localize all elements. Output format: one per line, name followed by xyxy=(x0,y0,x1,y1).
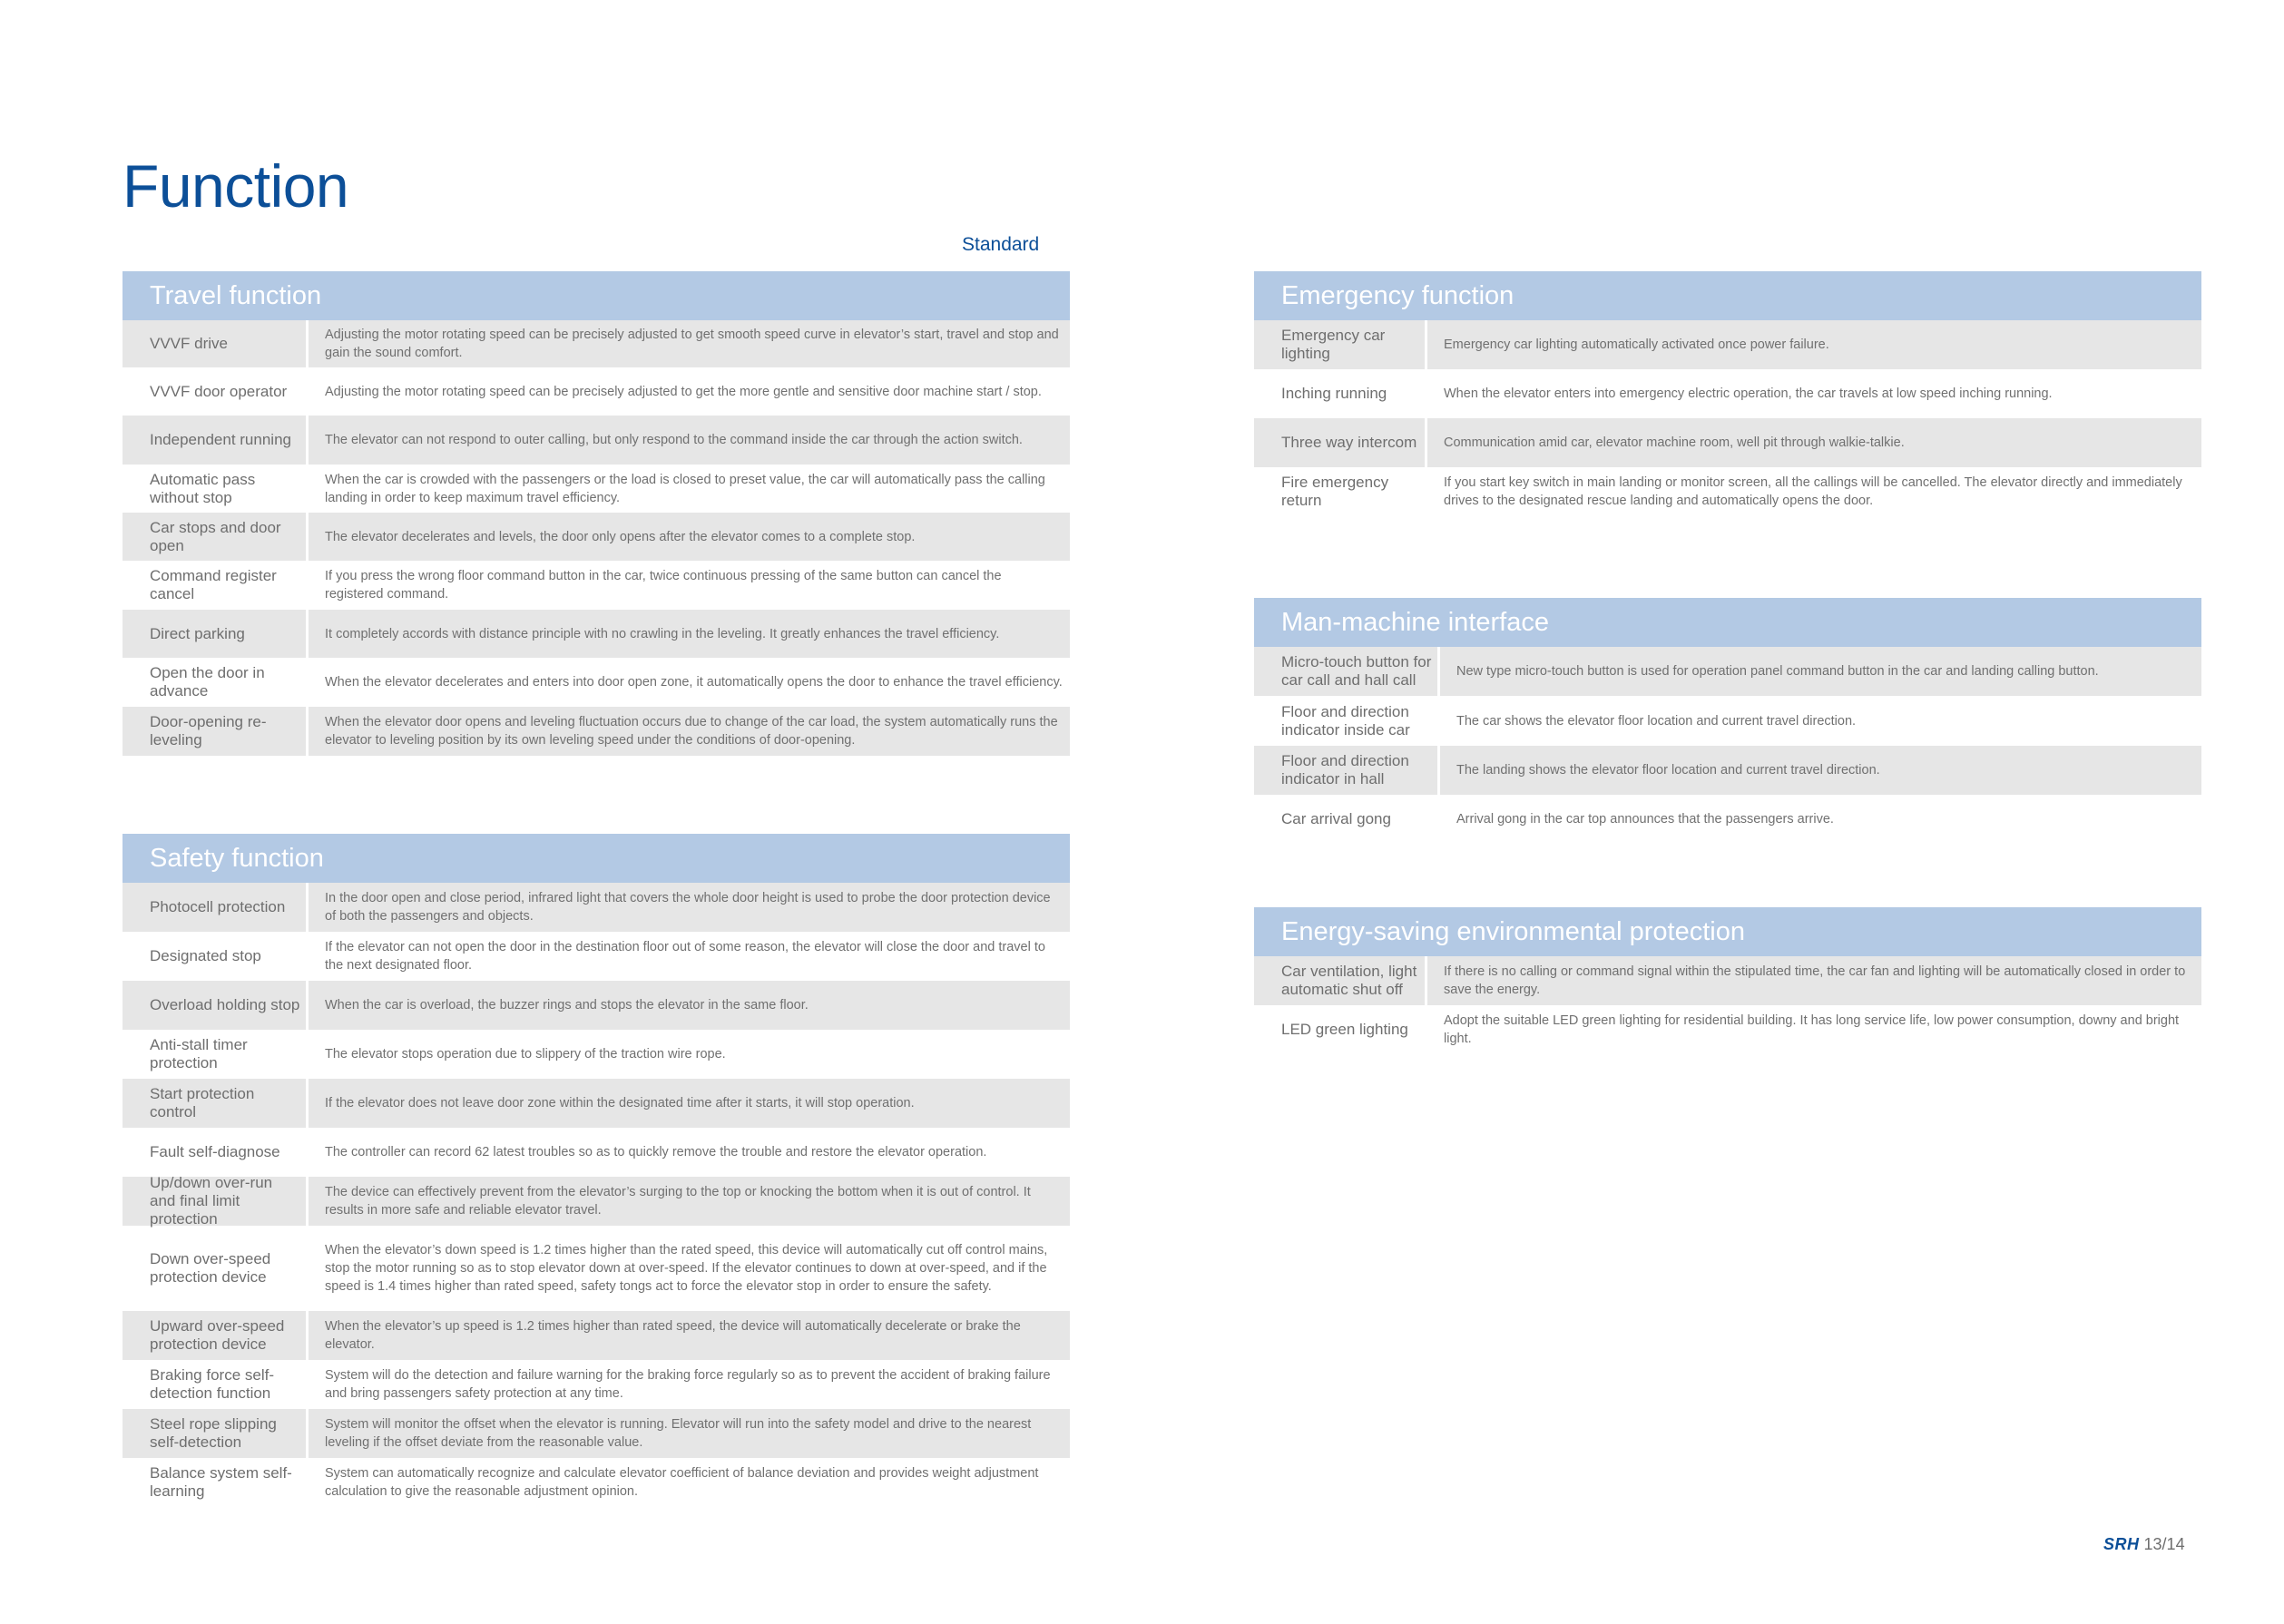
row-description: It completely accords with distance principle with no crawling in the leveling. It greatly enhances the travel efficiency. xyxy=(309,610,1070,658)
row-description: If there is no calling or command signal within the stipulated time, the car fan and lighting will be automatically closed in order to save the energy. xyxy=(1427,956,2201,1005)
row-description: The elevator stops operation due to slippery of the traction wire rope. xyxy=(325,1047,726,1061)
row-description: When the elevator’s up speed is 1.2 times higher than rated speed, the device will automatically decelerate or brake the elevator. xyxy=(309,1311,1070,1360)
row-label: Emergency car lighting xyxy=(1254,320,1425,369)
row-description: System will do the detection and failure warning for the braking force regularly so as to prevent the accident of braking failure and bring passengers safety protection at any time. xyxy=(325,1368,1051,1401)
emergency-function-section xyxy=(1254,271,2201,516)
table-row xyxy=(123,367,1070,416)
row-description: Adjusting the motor rotating speed can be precisely adjusted to get smooth speed curve in elevator’s start, travel and stop and gain the sound comfort. xyxy=(309,320,1070,367)
table-row xyxy=(123,320,1070,367)
man-machine-interface-section xyxy=(1254,598,2201,844)
section-header: Travel function xyxy=(123,271,1070,320)
row-description: When the elevator enters into emergency electric operation, the car travels at low speed inching running. xyxy=(1444,386,2053,401)
row-label: Automatic pass without stop xyxy=(150,470,256,506)
row-label: VVVF drive xyxy=(123,320,306,367)
row-label: Overload holding stop xyxy=(123,981,306,1030)
table-row xyxy=(123,1458,1070,1507)
row-description: Adjusting the motor rotating speed can be precisely adjusted to get the more gentle and sensitive door machine start / stop. xyxy=(325,384,1042,399)
table-row xyxy=(123,658,1070,707)
table-row xyxy=(123,465,1070,513)
brand-logo: SRH xyxy=(2103,1535,2140,1553)
table-row xyxy=(1254,369,2201,418)
table-row xyxy=(123,1360,1070,1409)
section-header: Energy-saving environmental protection xyxy=(1254,907,2201,956)
standard-label: Standard xyxy=(962,234,1040,255)
row-description: If you press the wrong floor command button in the car, twice continuous pressing of the same button can cancel the registered command. xyxy=(325,569,1002,602)
row-label: Start protection control xyxy=(123,1079,306,1128)
row-label: Car ventilation, light automatic shut off xyxy=(1254,956,1425,1005)
table-row xyxy=(1254,956,2201,1005)
row-description: When the elevator decelerates and enters into door open zone, it automatically opens the door to enhance the travel efficiency. xyxy=(325,675,1063,690)
table-row xyxy=(123,1128,1070,1177)
row-label: Fire emergency return xyxy=(1281,474,1389,509)
row-label: Floor and direction indicator inside car xyxy=(1281,702,1410,739)
row-label: Command register cancel xyxy=(150,567,277,602)
section-header: Emergency function xyxy=(1254,271,2201,320)
row-description: Communication amid car, elevator machine room, well pit through walkie-talkie. xyxy=(1427,418,2201,467)
row-description: When the elevator’s down speed is 1.2 times higher than the rated speed, this device will automatically cut off control mains, stop the motor running so as to stop elevator down at over-speed. If the elevator continues to down at over-speed, and if the speed is 1.4 times higher than rated speed, safety tongs act to force the elevator stop in order to ensure the safety. xyxy=(325,1243,1048,1294)
row-description: In the door open and close period, infrared light that covers the whole door height is used to probe the door protection device of both the passengers and objects. xyxy=(309,883,1070,932)
row-description: Emergency car lighting automatically activated once power failure. xyxy=(1427,320,2201,369)
table-row xyxy=(1254,1005,2201,1054)
row-label: Micro-touch button for car call and hall call xyxy=(1254,647,1437,696)
section-header: Safety function xyxy=(123,834,1070,883)
table-row xyxy=(1254,746,2201,795)
table-row xyxy=(1254,795,2201,844)
row-label: Up/down over-run and final limit protection xyxy=(123,1177,306,1226)
row-description: System can automatically recognize and calculate elevator coefficient of balance deviation and provides weight adjustment calculation to give the reasonable adjustment opinion. xyxy=(325,1466,1039,1499)
page-number: 13/14 xyxy=(2143,1535,2185,1553)
table-row xyxy=(123,883,1070,932)
row-description: When the elevator door opens and leveling fluctuation occurs due to change of the car load, the system automatically runs the elevator to leveling position by its own leveling speed under the conditions of door-opening. xyxy=(309,707,1070,756)
row-description: The car shows the elevator floor location and current travel direction. xyxy=(1456,713,1857,729)
row-label: Three way intercom xyxy=(1254,418,1425,467)
row-description: The landing shows the elevator floor location and current travel direction. xyxy=(1440,746,2201,795)
row-description: If the elevator can not open the door in the destination floor out of some reason, the elevator will close the door and travel to the next designated floor. xyxy=(325,940,1045,973)
row-label: Floor and direction indicator in hall xyxy=(1254,746,1437,795)
row-description: If the elevator does not leave door zone within the designated time after it starts, it will stop operation. xyxy=(309,1079,1070,1128)
row-label: Upward over-speed protection device xyxy=(123,1311,306,1360)
table-row xyxy=(123,1174,1070,1228)
row-label: Door-opening re-leveling xyxy=(123,707,306,756)
row-description: The elevator can not respond to outer calling, but only respond to the command inside the car through the action switch. xyxy=(309,416,1070,465)
table-row xyxy=(123,707,1070,756)
row-label: LED green lighting xyxy=(1281,1021,1408,1038)
row-description: Adopt the suitable LED green lighting for residential building. It has long service life, low power consumption, downy and bright light. xyxy=(1444,1013,2180,1046)
travel-function-section xyxy=(123,271,1070,756)
table-row xyxy=(1254,696,2201,746)
table-row xyxy=(123,1226,1070,1311)
table-row xyxy=(1254,418,2201,467)
row-label: Steel rope slipping self-detection xyxy=(123,1409,306,1458)
row-label: VVVF door operator xyxy=(150,382,288,400)
page-title: Function xyxy=(123,152,349,220)
page-footer xyxy=(2103,1535,2185,1554)
table-row xyxy=(123,416,1070,465)
row-label: Balance system self-learning xyxy=(150,1464,292,1500)
row-label: Car stops and door open xyxy=(123,513,306,561)
table-row xyxy=(123,1311,1070,1360)
row-label: Anti-stall timer protection xyxy=(150,1036,248,1071)
row-label: Designated stop xyxy=(150,947,261,964)
safety-function-section xyxy=(123,834,1070,1507)
row-description: When the car is overload, the buzzer rings and stops the elevator in the same floor. xyxy=(309,981,1070,1030)
row-label: Inching running xyxy=(1281,385,1387,402)
row-description: Arrival gong in the car top announces that the passengers arrive. xyxy=(1456,812,1834,827)
table-row xyxy=(123,932,1070,981)
row-label: Braking force self-detection function xyxy=(150,1366,274,1402)
row-label: Down over-speed protection device xyxy=(150,1250,271,1286)
row-description: The controller can record 62 latest troubles so as to quickly remove the trouble and restore the elevator operation. xyxy=(325,1145,987,1159)
table-row xyxy=(1254,647,2201,696)
table-row xyxy=(123,1409,1070,1458)
table-row xyxy=(123,1079,1070,1128)
row-description: The device can effectively prevent from the elevator’s surging to the top or knocking the bottom when it is out of control. It results in more safe and reliable elevator travel. xyxy=(309,1177,1070,1226)
table-row xyxy=(1254,467,2201,516)
row-label: Independent running xyxy=(123,416,306,465)
section-header: Man-machine interface xyxy=(1254,598,2201,647)
row-description: If you start key switch in main landing or monitor screen, all the callings will be cancelled. The elevator directly and immediately drives to the designated rescue landing and automatically opens the door. xyxy=(1444,475,2182,508)
row-description: The elevator decelerates and levels, the door only opens after the elevator comes to a complete stop. xyxy=(309,513,1070,561)
row-label: Photocell protection xyxy=(123,883,306,932)
row-description: System will monitor the offset when the elevator is running. Elevator will run into the safety model and drive to the nearest leveling if the offset deviate from the reasonable value. xyxy=(309,1409,1070,1458)
table-row xyxy=(123,610,1070,658)
row-label: Open the door in advance xyxy=(150,664,265,699)
row-label: Fault self-diagnose xyxy=(150,1143,280,1160)
row-label: Direct parking xyxy=(123,610,306,658)
row-description: New type micro-touch button is used for operation panel command button in the car and landing calling button. xyxy=(1440,647,2201,696)
table-row xyxy=(1254,320,2201,369)
energy-saving-section xyxy=(1254,907,2201,1054)
table-row xyxy=(123,561,1070,610)
table-row xyxy=(123,1030,1070,1079)
row-label: Car arrival gong xyxy=(1281,810,1391,827)
table-row xyxy=(123,513,1070,561)
row-description: When the car is crowded with the passengers or the load is closed to preset value, the car will automatically pass the calling landing in order to keep maximum travel efficiency. xyxy=(325,472,1045,505)
table-row xyxy=(123,981,1070,1030)
